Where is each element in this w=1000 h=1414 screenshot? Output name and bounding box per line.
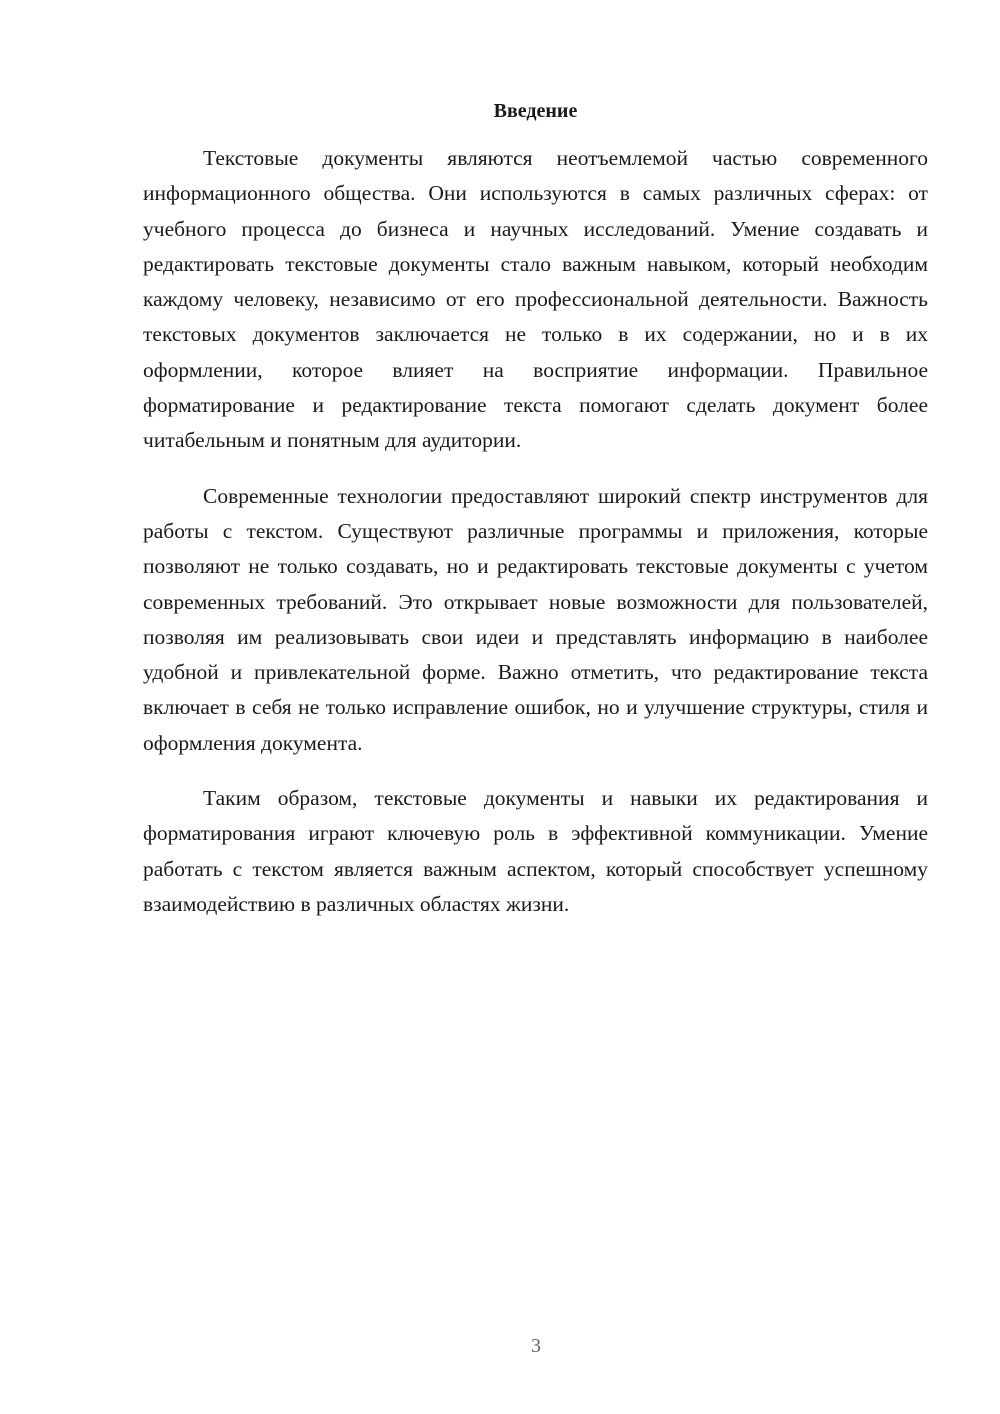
page-number: 3 [531, 1335, 541, 1357]
section-heading: Введение [493, 100, 578, 122]
paragraph-2: Современные технологии предоставляют широкий спектр инструментов для работы с текстом. Существуют различные программы и приложения, которые позволяют не только создавать, но и редактировать текстовые документы с учетом современных требований. Это открывает новые возможности для пользователей, позволяя им реализовывать свои идеи и представлять информацию в наиболее удобной и привлекательной форме. Важно отметить, что редактирование текста включает в себя не только исправление ошибок, но и улучшение структуры, стиля и оформления документа. [143, 483, 928, 755]
paragraph-1: Текстовые документы являются неотъемлемой частью современного информационного общества. Они используются в самых различных сферах: от учебного процесса до бизнеса и научных исследований. Умение создавать и редактировать текстовые документы стало важным навыком, который необходим каждому человеку, независимо от его профессиональной деятельности. Важность текстовых документов заключается не только в их содержании, но и в их оформлении, которое влияет на восприятие информации. Правильное форматирование и редактирование текста помогают сделать документ более читабельным и понятным для аудитории. [143, 146, 928, 453]
page-content [143, 95, 928, 942]
paragraph-3: Таким образом, текстовые документы и навыки их редактирования и форматирования играют ключевую роль в эффективной коммуникации. Умение работать с текстом является важным аспектом, который способствует успешному взаимодействию в различных областях жизни. [143, 786, 928, 916]
